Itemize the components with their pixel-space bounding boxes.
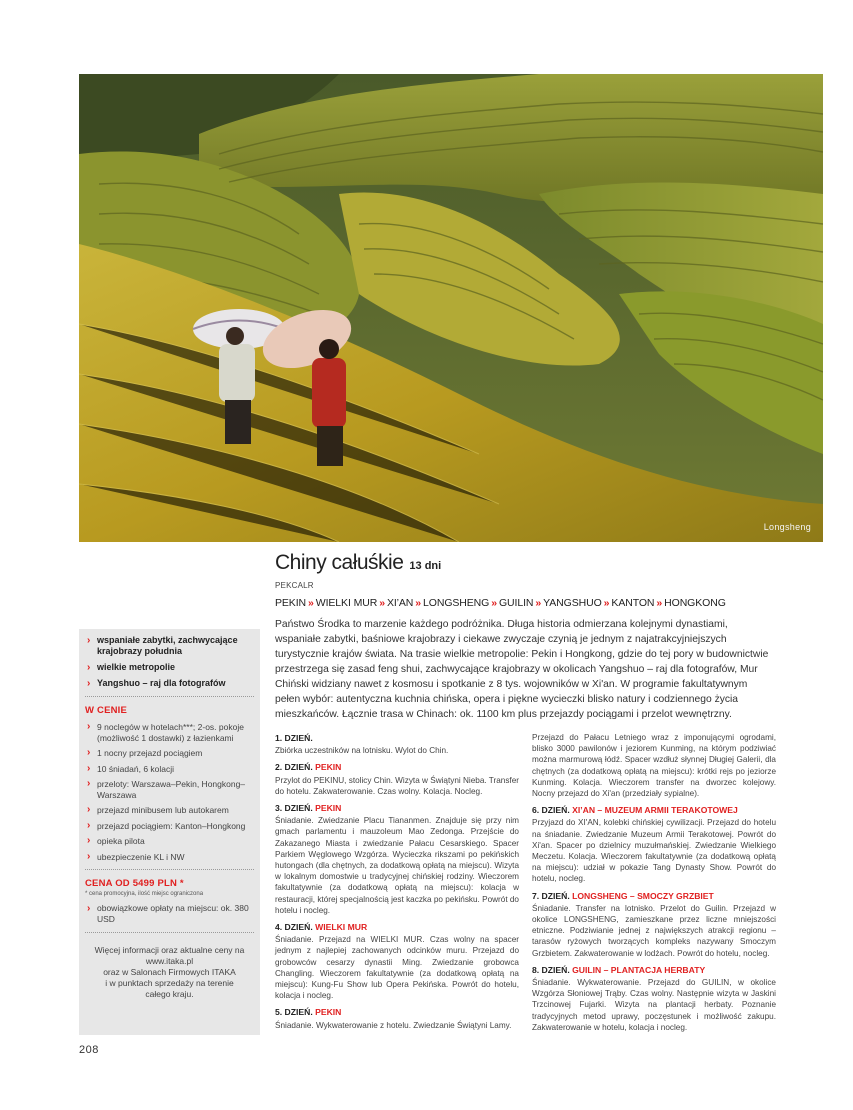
arrow-icon: › — [87, 635, 91, 646]
list-item — [85, 662, 254, 673]
arrow-icon: › — [87, 662, 91, 673]
arrow-icon: › — [87, 835, 91, 846]
price-note: * cena promocyjna, ilość miejsc ograniczona — [85, 891, 204, 897]
arrow-icon: › — [87, 678, 91, 689]
day-heading — [275, 922, 519, 933]
list-item-text: 1 nocny przejazd pociągiem — [97, 748, 203, 758]
includes-list — [85, 722, 254, 862]
route-separator: » — [379, 597, 385, 609]
day-number: 8. DZIEŃ. — [532, 964, 570, 975]
arrow-icon: › — [87, 819, 91, 831]
list-item-text: wielkie metropolie — [97, 662, 176, 672]
day-entry — [275, 762, 519, 797]
highlights-list — [85, 635, 254, 689]
list-item — [85, 779, 254, 800]
day-heading — [532, 805, 776, 816]
day-description: Przylot do PEKINU, stolicy Chin. Wizyta w Świątyni Nieba. Transfer do hotelu. Zakwaterowanie. Czas wolny. Kolacja. Nocleg. — [275, 775, 519, 796]
list-item-text: obowiązkowe opłaty na miejscu: ok. 380 USD — [97, 903, 249, 924]
day-description: Śniadanie. Wykwaterowanie. Przejazd do GUILIN, w okolice Wzgórza Słoniowej Trąby. Czas wolny. Następnie wizyta w Jaskini Trzcinowej Fujarki. Wizyta na plantacji herbaty. Poznanie tradycyjnych metod uprawy, poczęstunek i możliwość zakupu. Zakwaterowanie w hotelu, kolacja i nocleg. — [532, 978, 776, 1032]
divider — [85, 869, 254, 870]
day-number: 3. DZIEŃ. — [275, 803, 313, 814]
price: CENA OD 5499 PLN * — [85, 878, 184, 889]
day-description: Zbiórka uczestników na lotnisku. Wylot do Chin. — [275, 746, 449, 756]
route-stop: LONGSHENG — [423, 597, 490, 609]
day-description: Śniadanie. Zwiedzanie Placu Tiananmen. Znajduje się przy nim gmach parlamentu i mauzoleum Mao Zedonga. Przejście do Zakazanego Miasta i zwiedzanie Pałacu Cesarskiego. Spacer Parkiem Węglowego Wzgórza. Wycieczka rikszami po pekińskich hutongach (dla chętnych, za dodatkową opłatą na miejscu). Wizyta w lokalnym domostwie u tradycyjnej chińskiej rodziny. Wieczorem fakultatywnie (za dodatkową opłatą na miejscu): kolacja w restauracji, której specjalnością jest kaczka po pekińsku. Powrót do hotelu i nocleg. — [275, 816, 519, 915]
day-entry — [275, 922, 519, 1001]
list-item-text: Yangshuo – raj dla fotografów — [97, 678, 226, 688]
arrow-icon: › — [87, 747, 91, 758]
list-item — [85, 748, 254, 759]
day-heading — [532, 891, 776, 902]
day-number: 1. DZIEŃ. — [275, 733, 313, 743]
arrow-icon: › — [87, 762, 91, 774]
list-item — [85, 635, 254, 657]
trip-code: PEKCALR — [275, 581, 314, 590]
day-title: WIELKI MUR — [315, 922, 368, 933]
route-stop: HONGKONG — [664, 597, 726, 609]
route-stop: KANTON — [611, 597, 655, 609]
list-item — [85, 903, 254, 925]
list-item — [85, 821, 254, 832]
info-line: www.itaka.pl — [145, 956, 194, 966]
info-line: i w punktach sprzedaży na terenie — [105, 978, 234, 988]
day-title: XI’AN – MUZEUM ARMII TERAKOTOWEJ — [572, 805, 738, 816]
divider — [85, 932, 254, 933]
day-description: Śniadanie. Przejazd na WIELKI MUR. Czas wolny na spacer jednym z najlepiej zachowanych odcinków muru. Przejazd do grobowców cesarzy dynastii Ming. Zwiedzanie grobowca Changling. Wieczorem fakultatywnie (za dodatkową opłatą na miejscu): Kung-Fu Show lub Opera Pekińska. Powrót do hotelu, kolacja i nocleg. — [275, 935, 519, 1001]
day-title: PEKIN — [315, 1007, 342, 1018]
day-description: Śniadanie. Wykwaterowanie z hotelu. Zwiedzanie Świątyni Lamy. — [275, 1020, 512, 1030]
arrow-icon: › — [87, 778, 91, 789]
page-number: 208 — [79, 1044, 99, 1056]
trip-title-row — [275, 551, 441, 575]
intro-paragraph: Państwo Środka to marzenie każdego podróżnika. Długa historia odmierzana kolejnymi dynastiami, wspaniałe zabytki, baśniowe krajobrazy i ciekawe zwyczaje czynią je jednym z najatrakcyjniejszych turystycznie krajów świata. Na trasie wielkie metropolie: Pekin i Hongkong, gdzie do tej pory w budownictwie przestrzega się zasad feng shui, zachwycające krajobrazy w okolicach Yangshuo – raj dla fotografów, Mur Chiński widziany nawet z kosmosu i spotkanie z 8 tys. wojowników w Xi'an. W programie fakultatywnym pełen wybór: autentyczna kuchnia chińska, opera i piękne wycieczki blisko natury i codziennego życia mieszkańców. Łącznie trasa w Chinach: ok. 1100 km plus przejazdy pociągami i przelot wewnętrzny. — [275, 619, 769, 720]
trip-sidebar — [79, 629, 260, 1035]
day-entry — [275, 803, 519, 916]
day-heading — [532, 965, 776, 976]
includes-heading: W CENIE — [85, 705, 128, 716]
route-stop: WIELKI MUR — [315, 597, 378, 609]
itinerary-column-right — [532, 732, 776, 1039]
day-entry — [532, 732, 776, 799]
rice-terraces-illustration — [79, 74, 823, 542]
day-heading — [275, 733, 519, 744]
hero-photo — [79, 74, 823, 542]
day-entry — [275, 733, 519, 756]
day-heading — [275, 803, 519, 814]
arrow-icon: › — [87, 721, 91, 732]
route-separator: » — [308, 597, 314, 609]
info-line: całego kraju. — [145, 989, 194, 999]
info-line: Więcej informacji oraz aktualne ceny na — [94, 945, 245, 955]
arrow-icon: › — [87, 850, 91, 862]
day-entry — [532, 805, 776, 884]
day-number: 6. DZIEŃ. — [532, 805, 570, 816]
trip-duration: 13 dni — [409, 560, 442, 572]
day-number: 7. DZIEŃ. — [532, 890, 570, 901]
day-title: LONGSHENG – SMOCZY GRZBIET — [572, 890, 714, 901]
day-entry — [275, 1007, 519, 1030]
day-title: GUILIN – PLANTACJA HERBATY — [572, 964, 706, 975]
list-item-text: przeloty: Warszawa–Pekin, Hongkong–Warszawa — [97, 779, 246, 800]
list-item-text: przejazd minibusem lub autokarem — [97, 805, 229, 815]
list-item — [85, 764, 254, 775]
more-info — [85, 945, 254, 1000]
fees-list — [85, 903, 254, 925]
divider — [85, 696, 254, 697]
day-description: Przyjazd do XI'AN, kolebki chińskiej cywilizacji. Przejazd do hotelu na śniadanie. Zwiedzanie Muzeum Armii Terakotowej. Powrót do Xi'an. Spacer po dzielnicy muzułmańskiej. Zwiedzanie Wielkiego Meczetu. Kolacja. Wieczorem fakultatywnie (za dodatkową opłatą na miejscu): udział w pokazie Tang Dynasty Show. Powrót do hotelu, nocleg. — [532, 818, 776, 884]
route-separator: » — [415, 597, 422, 609]
route-separator: » — [491, 597, 497, 609]
list-item-text: ubezpieczenie KL i NW — [97, 851, 185, 862]
route-stop: GUILIN — [498, 597, 534, 609]
list-item — [85, 722, 254, 743]
list-item — [85, 852, 254, 863]
day-entry — [532, 891, 776, 959]
arrow-icon: › — [87, 804, 91, 815]
route-separator: » — [603, 597, 610, 609]
trip-route — [275, 597, 726, 609]
day-number: 4. DZIEŃ. — [275, 922, 313, 933]
day-title: PEKIN — [315, 803, 342, 814]
list-item-text: 10 śniadań, 6 kolacji — [97, 763, 175, 774]
day-number: 2. DZIEŃ. — [275, 762, 313, 773]
list-item-text: 9 noclegów w hotelach***; 2-os. pokoje (możliwość 1 dostawki) z łazienkami — [97, 722, 244, 743]
info-line: oraz w Salonach Firmowych ITAKA — [103, 967, 236, 977]
route-separator: » — [656, 597, 663, 609]
route-stop: XI’AN — [386, 597, 414, 609]
list-item-text: przejazd pociągiem: Kanton–Hongkong — [97, 820, 246, 831]
list-item — [85, 805, 254, 816]
day-description: Śniadanie. Transfer na lotnisko. Przelot do Guilin. Przejazd w okolice LONGSHENG, zamieszkane przez liczne mniejszości etniczne. Podziwianie jednej z największych atrakcji regionu – tarasów ryżowych tworzących kompleks nazywany Smoczym Grzbietem. Zakwaterowanie w lodżach. Powrót do hotelu, nocleg. — [532, 903, 776, 958]
route-stop: YANGSHUO — [543, 597, 602, 609]
list-item-text: opieka pilota — [97, 836, 145, 846]
trip-title: Chiny całuśkie — [275, 551, 404, 574]
list-item-text: wspaniałe zabytki, zachwycające krajobrazy południa — [97, 635, 238, 656]
day-description: Przejazd do Pałacu Letniego wraz z imponującymi ogrodami, blisko 3000 pawilonów i jeziorem Kunming, na którym podziwiać można marmurową łódź. Spacer wzdłuż słynnej Długiej Galerii, dla chętnych (za dodatkową opłatą na miejscu): krótki rejs po jeziorze Kunming. Kolacja. Wieczorem transfer na dworzec kolejowy. Nocny przejazd do Xi'an (przedziały sypialne). — [532, 733, 776, 799]
arrow-icon: › — [87, 903, 91, 914]
photo-caption: Longsheng — [763, 522, 811, 532]
route-separator: » — [535, 597, 542, 609]
day-heading — [275, 762, 519, 773]
list-item — [85, 836, 254, 847]
route-stop: PEKIN — [275, 597, 307, 609]
day-heading — [275, 1007, 519, 1018]
day-number: 5. DZIEŃ. — [275, 1007, 313, 1018]
day-entry — [532, 965, 776, 1033]
day-title: PEKIN — [315, 762, 342, 773]
list-item — [85, 678, 254, 689]
itinerary-column-left — [275, 733, 519, 1037]
